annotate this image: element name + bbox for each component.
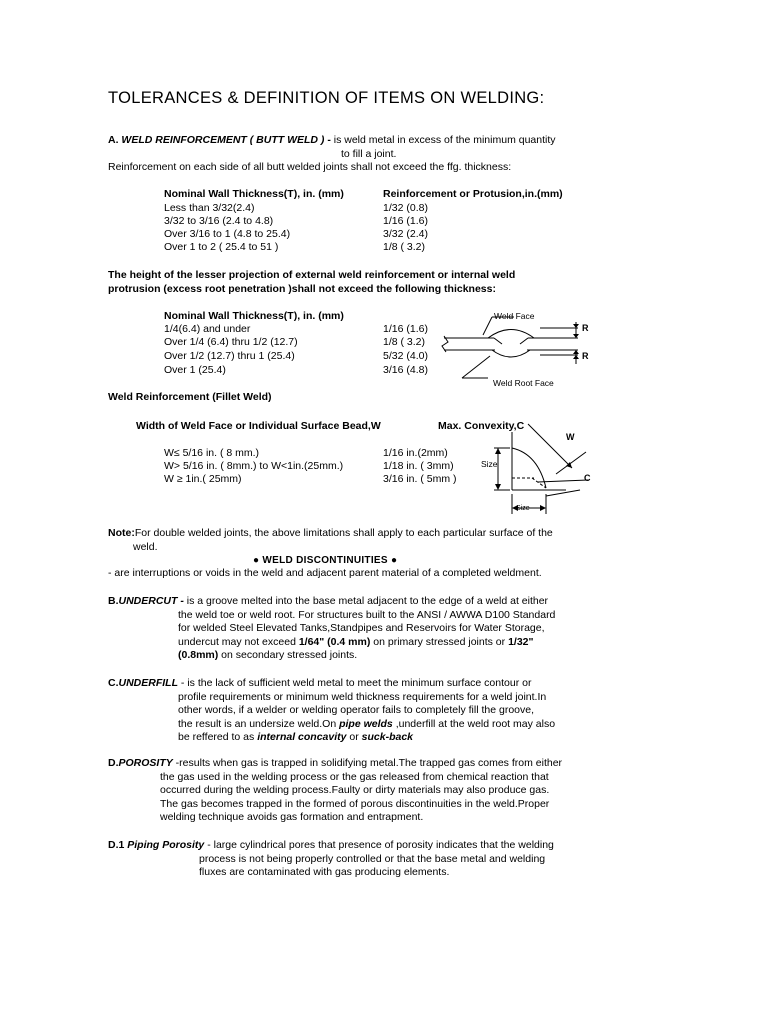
note-text1: For double welded joints, the above limitations shall apply to each particular surface of the bbox=[134, 527, 553, 539]
section-c-line1 bbox=[108, 677, 531, 690]
section-c-line4c: ,underfill at the weld root may also bbox=[392, 718, 556, 730]
section-b-line4c: on primary stressed joints or bbox=[370, 636, 509, 648]
section-d-line2: the gas used in the welding process or the gas released from chemical reaction that bbox=[160, 771, 549, 783]
section-d-prefix: D. bbox=[108, 757, 119, 769]
table1-row-left: Over 1 to 2 ( 25.4 to 51 ) bbox=[164, 241, 279, 253]
section-c-line5a: be reffered to as bbox=[178, 731, 258, 743]
table2-row-right: 5/32 (4.0) bbox=[383, 350, 428, 362]
section-d-line5: welding technique avoids gas formation and entrapment. bbox=[160, 811, 424, 823]
section-d1-line2: process is not being properly controlled or that the base metal and welding bbox=[199, 853, 546, 865]
r-label-bottom: R bbox=[582, 351, 589, 361]
para2-line1: The height of the lesser projection of external weld reinforcement or internal weld bbox=[108, 269, 516, 281]
undercut-primary-limit: 1/64" (0.4 mm) bbox=[298, 636, 371, 648]
undercut-secondary-limit-mm: (0.8mm) bbox=[178, 649, 219, 661]
table2-row-right: 1/8 ( 3.2) bbox=[383, 336, 426, 348]
size-label-bottom: Size bbox=[516, 505, 530, 512]
section-d-line4: The gas becomes trapped in the formed of porous discontinuities in the weld.Proper bbox=[160, 798, 550, 810]
section-a-prefix: A. bbox=[108, 134, 119, 146]
fillet-heading: Weld Reinforcement (Fillet Weld) bbox=[108, 391, 272, 403]
section-b-line5b: on secondary stressed joints. bbox=[218, 649, 358, 661]
table2-row-left: Over 1 (25.4) bbox=[164, 364, 226, 376]
table1-row-right: 1/16 (1.6) bbox=[383, 215, 428, 227]
table1-row-left: 3/32 to 3/16 (2.4 to 4.8) bbox=[164, 215, 274, 227]
section-b-line4a: undercut may not exceed bbox=[178, 636, 299, 648]
section-b-heading: UNDERCUT - bbox=[118, 595, 184, 607]
section-c-line3: other words, if a welder or welding operator fails to completely fill the groove, bbox=[178, 704, 535, 716]
table3-row-right: 3/16 in. ( 5mm ) bbox=[383, 473, 457, 485]
table2-row-left: 1/4(6.4) and under bbox=[164, 323, 251, 335]
section-c-prefix: C. bbox=[108, 677, 119, 689]
section-b-line5 bbox=[178, 649, 357, 662]
table1-header-left: Nominal Wall Thickness(T), in. (mm) bbox=[164, 188, 344, 200]
note-line2: weld. bbox=[133, 541, 158, 553]
table1-row-left: Over 3/16 to 1 (4.8 to 25.4) bbox=[164, 228, 291, 240]
table3-row-right: 1/18 in. ( 3mm) bbox=[383, 460, 454, 472]
para2-line2: protrusion (excess root penetration )shall not exceed the following thickness: bbox=[108, 283, 496, 295]
section-c-text1: - is the lack of sufficient weld metal to meet the minimum surface contour or bbox=[178, 677, 532, 689]
weld-root-face-label: Weld Root Face bbox=[493, 378, 554, 388]
w-label: W bbox=[566, 432, 575, 442]
suck-back-term: suck-back bbox=[361, 731, 414, 743]
section-a-text1: is weld metal in excess of the minimum quantity bbox=[333, 134, 556, 146]
table1-row-left: Less than 3/32(2.4) bbox=[164, 202, 255, 214]
section-d-line3: occurred during the welding process.Faulty or dirty materials may also produce gas. bbox=[160, 784, 550, 796]
table2-row-left: Over 1/4 (6.4) thru 1/2 (12.7) bbox=[164, 336, 298, 348]
discontinuities-heading: ● WELD DISCONTINUITIES ● bbox=[253, 555, 398, 566]
table1-row-right: 3/32 (2.4) bbox=[383, 228, 428, 240]
section-b-text1: is a groove melted into the base metal adjacent to the edge of a weld at either bbox=[183, 595, 549, 607]
note-label: Note: bbox=[108, 527, 135, 539]
section-d1-text1: - large cylindrical pores that presence of porosity indicates that the welding bbox=[204, 839, 554, 851]
weld-face-label: Weld Face bbox=[494, 311, 535, 321]
table3-header-left: Width of Weld Face or Individual Surface Bead,W bbox=[136, 420, 381, 432]
table1-header-right: Reinforcement or Protusion,in.(mm) bbox=[383, 188, 563, 200]
section-d-line1 bbox=[108, 757, 562, 770]
section-a-dash: - bbox=[324, 134, 334, 146]
table1-row-right: 1/32 (0.8) bbox=[383, 202, 428, 214]
section-d1-line1 bbox=[108, 839, 554, 852]
section-d1-prefix: D.1 bbox=[108, 839, 128, 851]
section-b-line4 bbox=[178, 636, 533, 649]
section-c-heading: UNDERFILL bbox=[118, 677, 178, 689]
section-d1-line3: fluxes are contaminated with gas producing elements. bbox=[199, 866, 450, 878]
table2-row-right: 3/16 (4.8) bbox=[383, 364, 428, 376]
section-a-heading: WELD REINFORCEMENT ( BUTT WELD ) bbox=[121, 134, 325, 146]
c-label: C bbox=[584, 473, 591, 483]
table2-header: Nominal Wall Thickness(T), in. (mm) bbox=[164, 310, 344, 322]
section-c-line5 bbox=[178, 731, 413, 744]
note-line1 bbox=[108, 527, 553, 540]
r-label-top: R bbox=[582, 323, 589, 333]
section-c-line4 bbox=[178, 718, 555, 731]
section-c-line2: profile requirements or minimum weld thickness requirements for a weld joint.In bbox=[178, 691, 547, 703]
section-b-line1 bbox=[108, 595, 548, 608]
section-a-text2: to fill a joint. bbox=[341, 148, 397, 160]
section-b-prefix: B. bbox=[108, 595, 119, 607]
internal-concavity-term: internal concavity bbox=[257, 731, 347, 743]
table3-row-left: W≤ 5/16 in. ( 8 mm.) bbox=[164, 447, 260, 459]
section-d1-heading: Piping Porosity bbox=[127, 839, 205, 851]
table3-row-left: W ≥ 1in.( 25mm) bbox=[164, 473, 242, 485]
section-a-text3: Reinforcement on each side of all butt welded joints shall not exceed the ffg. thickness: bbox=[108, 161, 512, 173]
table3-row-right: 1/16 in.(2mm) bbox=[383, 447, 448, 459]
section-a-line1 bbox=[108, 134, 556, 147]
table2-row-left: Over 1/2 (12.7) thru 1 (25.4) bbox=[164, 350, 295, 362]
section-b-line2: the weld toe or weld root. For structures built to the ANSI / AWWA D100 Standard bbox=[178, 609, 556, 621]
section-d-text1: -results when gas is trapped in solidifying metal.The trapped gas comes from either bbox=[172, 757, 563, 769]
pipe-welds-term: pipe welds bbox=[339, 718, 393, 730]
section-c-line5c: or bbox=[346, 731, 362, 743]
table2-row-right: 1/16 (1.6) bbox=[383, 323, 428, 335]
size-label-left: Size bbox=[481, 459, 498, 469]
section-d-heading: POROSITY bbox=[118, 757, 173, 769]
table3-row-left: W> 5/16 in. ( 8mm.) to W<1in.(25mm.) bbox=[164, 460, 344, 472]
undercut-secondary-limit: 1/32" bbox=[508, 636, 534, 648]
section-b-line3: for welded Steel Elevated Tanks,Standpipes and Reservoirs for Water Storage, bbox=[178, 622, 545, 634]
table1-row-right: 1/8 ( 3.2) bbox=[383, 241, 426, 253]
section-c-line4a: the result is an undersize weld.On bbox=[178, 718, 340, 730]
page-title: TOLERANCES & DEFINITION OF ITEMS ON WELDING: bbox=[108, 89, 545, 107]
table3-header-right: Max. Convexity,C bbox=[438, 420, 525, 432]
fillet-weld-diagram bbox=[480, 418, 600, 518]
discontinuities-text: - are interruptions or voids in the weld and adjacent parent material of a completed weldment. bbox=[108, 567, 542, 579]
